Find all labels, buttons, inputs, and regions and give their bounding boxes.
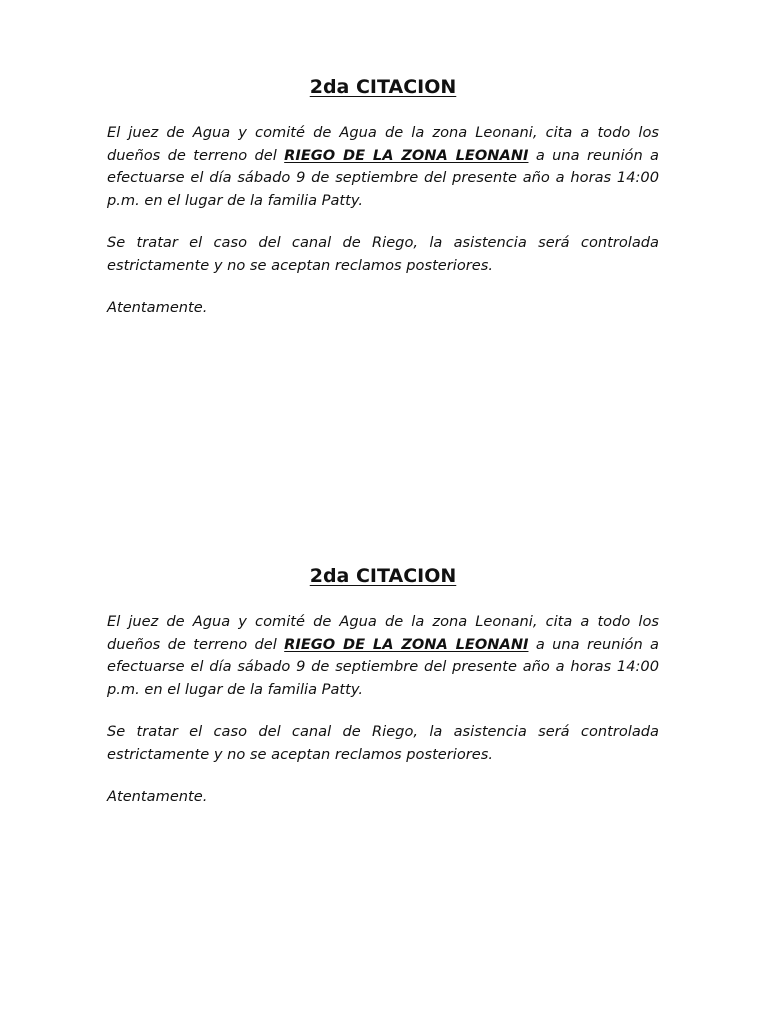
citation-notice-2 <box>107 563 659 809</box>
notice-closing: Atentamente. <box>107 788 208 805</box>
body-text: a una reunión a efectuarse el día sábado 9 de septiembre del presente año a horas 14:00 p.m. en el lugar de la familia Patty. <box>107 146 660 209</box>
highlighted-zone-name: RIEGO DE LA ZONA LEONANI <box>284 635 529 653</box>
citation-notice-1 <box>107 74 659 320</box>
notice-body-paragraph <box>107 611 659 701</box>
notice-body-paragraph <box>107 122 659 212</box>
body-text: El juez de Agua y comité de Agua de la zona Leonani, cita a todo los dueños de terreno del <box>107 613 659 653</box>
notice-title: 2da CITACION <box>309 76 457 98</box>
notice-title: 2da CITACION <box>309 565 457 587</box>
notice-closing: Atentamente. <box>107 299 208 316</box>
body-text: El juez de Agua y comité de Agua de la zona Leonani, cita a todo los dueños de terreno del <box>107 124 659 164</box>
notice-agenda-paragraph: Se tratar el caso del canal de Riego, la asistencia será controlada estrictamente y no se aceptan reclamos posteriores. <box>107 723 659 763</box>
highlighted-zone-name: RIEGO DE LA ZONA LEONANI <box>284 146 529 164</box>
notice-agenda-paragraph: Se tratar el caso del canal de Riego, la asistencia será controlada estrictamente y no se aceptan reclamos posteriores. <box>107 234 659 274</box>
body-text: a una reunión a efectuarse el día sábado 9 de septiembre del presente año a horas 14:00 p.m. en el lugar de la familia Patty. <box>107 635 660 698</box>
